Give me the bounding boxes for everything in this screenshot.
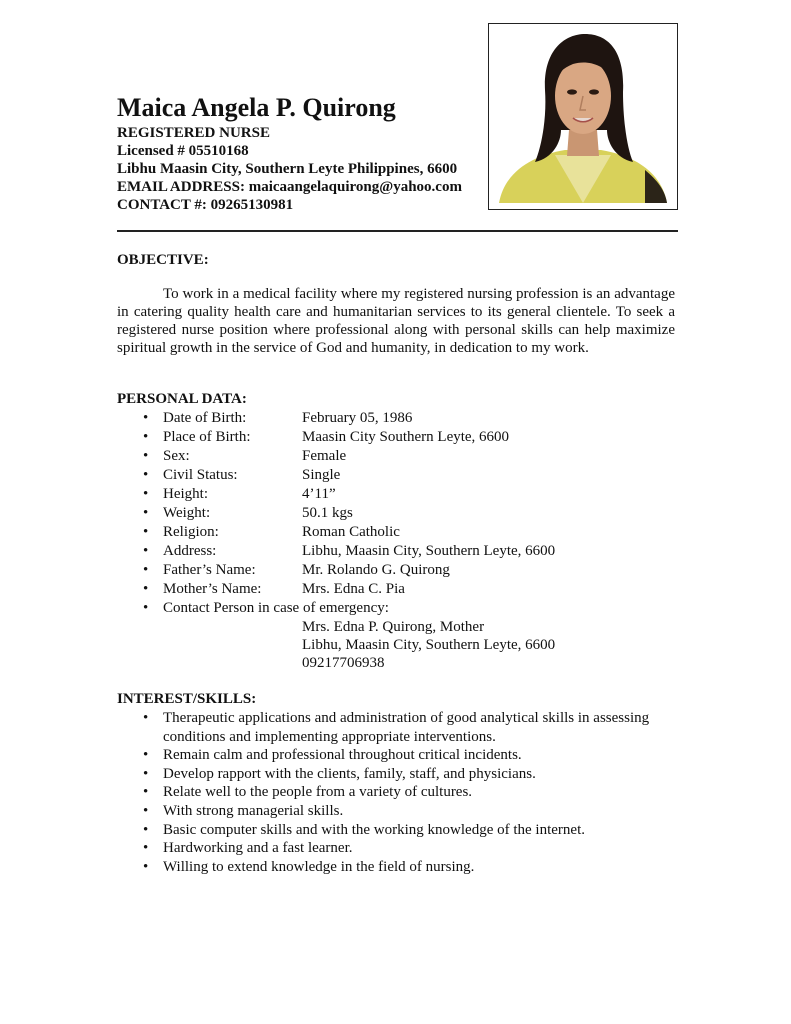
- field-label: Weight:: [163, 505, 211, 521]
- field-value: 50.1 kgs: [302, 505, 353, 521]
- list-item: [117, 542, 677, 561]
- bullet: •: [143, 448, 149, 464]
- bullet: •: [143, 524, 149, 540]
- skill-text: With strong managerial skills.: [163, 802, 344, 819]
- applicant-name: Maica Angela P. Quirong: [117, 93, 396, 122]
- skills-heading: INTEREST/SKILLS:: [117, 691, 257, 707]
- job-title: REGISTERED NURSE: [117, 125, 270, 141]
- bullet: •: [143, 543, 149, 559]
- skill-text: Develop rapport with the clients, family, staff, and physicians.: [163, 765, 536, 782]
- list-item: [117, 485, 677, 504]
- field-value: February 05, 1986: [302, 410, 413, 426]
- bullet: •: [143, 562, 149, 578]
- email-address: EMAIL ADDRESS: maicaangelaquirong@yahoo.com: [117, 179, 462, 195]
- list-item: [117, 599, 677, 618]
- bullet: •: [143, 784, 149, 801]
- contact-number: CONTACT #: 09265130981: [117, 197, 294, 213]
- skill-text: Hardworking and a fast learner.: [163, 840, 353, 857]
- field-label: Height:: [163, 486, 208, 502]
- bullet: •: [143, 581, 149, 597]
- list-item: [117, 709, 677, 746]
- list-item: [117, 746, 677, 765]
- bullet: •: [143, 429, 149, 445]
- skill-text: Relate well to the people from a variety of cultures.: [163, 784, 473, 801]
- skill-text: Therapeutic applications and administration of good analytical skills in assessing conditions and implementing appropriate interventions.: [163, 710, 650, 745]
- header-details: [117, 124, 462, 214]
- license-number: Licensed # 05510168: [117, 143, 249, 159]
- field-label: Father’s Name:: [163, 562, 256, 578]
- field-value: 4’11”: [302, 486, 336, 502]
- field-label: Sex:: [163, 448, 190, 464]
- bullet: •: [143, 747, 149, 764]
- field-label: Contact Person in case of emergency:: [163, 600, 389, 616]
- bullet: •: [143, 858, 149, 875]
- emergency-contact-phone: 09217706938: [302, 655, 385, 671]
- field-value: Libhu, Maasin City, Southern Leyte, 6600: [302, 543, 556, 559]
- field-value: Mrs. Edna C. Pia: [302, 581, 405, 597]
- list-item: [117, 447, 677, 466]
- bullet: •: [143, 505, 149, 521]
- bullet: •: [143, 467, 149, 483]
- personal-data-list: [117, 409, 677, 618]
- list-item: [117, 428, 677, 447]
- skill-text: Basic computer skills and with the working knowledge of the internet.: [163, 821, 585, 838]
- field-label: Civil Status:: [163, 467, 238, 483]
- list-item: [117, 765, 677, 784]
- list-item: [117, 783, 677, 802]
- list-item: [117, 523, 677, 542]
- field-value: Female: [302, 448, 347, 464]
- portrait-image: [495, 30, 671, 203]
- emergency-contact-address: Libhu, Maasin City, Southern Leyte, 6600: [302, 637, 556, 653]
- bullet: •: [143, 486, 149, 502]
- list-item: [117, 561, 677, 580]
- profile-photo: [488, 23, 678, 210]
- bullet: •: [143, 710, 149, 726]
- bullet: •: [143, 765, 149, 782]
- bullet: •: [143, 600, 149, 616]
- list-item: [117, 409, 677, 428]
- objective-text: To work in a medical facility where my registered nursing profession is an advantage in catering quality health care and humanitarian services to its general clientele. To seek a registered nurse position where professional along with personal skills can help maximize spiritual growth in the service of God and humanity, in dedication to my work.: [117, 286, 675, 356]
- field-label: Place of Birth:: [163, 429, 251, 445]
- list-item: [117, 821, 677, 840]
- header-divider: [117, 230, 678, 232]
- field-label: Address:: [163, 543, 217, 559]
- field-value: Roman Catholic: [302, 524, 400, 540]
- field-label: Date of Birth:: [163, 410, 247, 426]
- bullet: •: [143, 840, 149, 857]
- objective-heading: OBJECTIVE:: [117, 252, 209, 268]
- skills-list: [117, 709, 677, 876]
- field-value: Single: [302, 467, 341, 483]
- field-value: Mr. Rolando G. Quirong: [302, 562, 450, 578]
- personal-data-heading: PERSONAL DATA:: [117, 391, 247, 407]
- list-item: [117, 466, 677, 485]
- field-value: Maasin City Southern Leyte, 6600: [302, 429, 510, 445]
- list-item: [117, 580, 677, 599]
- list-item: [117, 839, 677, 858]
- bullet: •: [143, 802, 149, 819]
- list-item: [117, 802, 677, 821]
- skill-text: Willing to extend knowledge in the field of nursing.: [163, 858, 475, 875]
- list-item: [117, 858, 677, 877]
- home-address: Libhu Maasin City, Southern Leyte Philippines, 6600: [117, 161, 458, 177]
- bullet: •: [143, 410, 149, 426]
- skill-text: Remain calm and professional throughout critical incidents.: [163, 747, 522, 764]
- emergency-contact-name: Mrs. Edna P. Quirong, Mother: [302, 619, 485, 635]
- emergency-contact: [302, 618, 555, 672]
- field-label: Mother’s Name:: [163, 581, 262, 597]
- list-item: [117, 504, 677, 523]
- portrait-illustration: [495, 30, 671, 203]
- field-label: Religion:: [163, 524, 219, 540]
- bullet: •: [143, 821, 149, 838]
